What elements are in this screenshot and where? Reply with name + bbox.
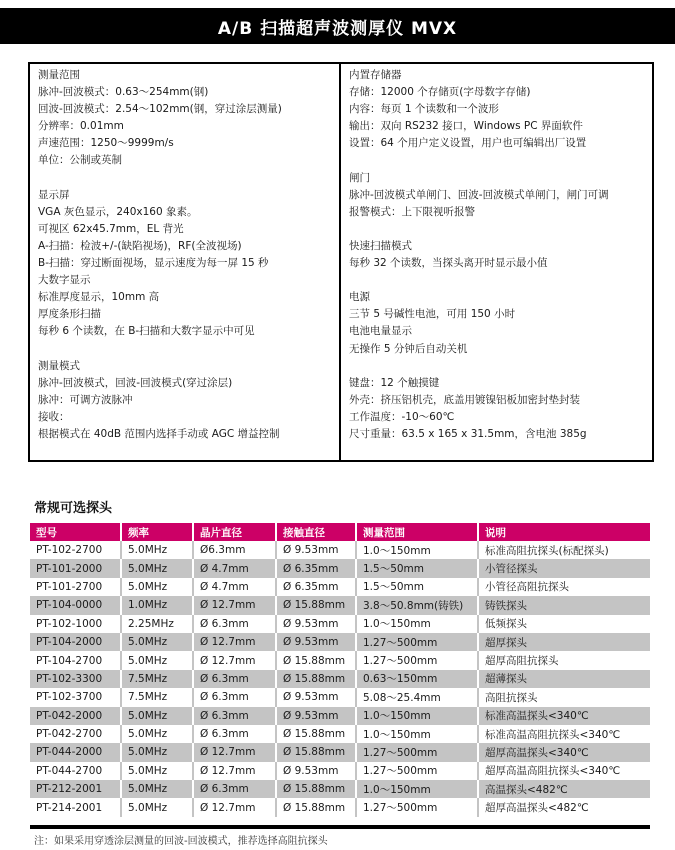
spec-line: 键盘：12 个触摸键 (349, 376, 440, 389)
spec-line: 存储：12000 个存储页(字母数字存储) (349, 86, 531, 99)
cell-crystal-diameter: Ø 12.7mm (193, 651, 276, 669)
probes-table (30, 523, 650, 817)
spec-line: 测量模式 (38, 359, 80, 372)
cell-description: 高阻抗探头 (478, 688, 650, 706)
cell-frequency: 5.0MHz (121, 725, 193, 743)
cell-contact-diameter: Ø 15.88mm (276, 725, 356, 743)
cell-crystal-diameter: Ø 12.7mm (193, 762, 276, 780)
cell-model: PT-102-3300 (30, 670, 121, 688)
spec-line: 电池电量显示 (349, 325, 412, 338)
cell-contact-diameter: Ø 9.53mm (276, 541, 356, 559)
probes-section-title: 常规可选探头 (34, 501, 113, 516)
cell-description: 超薄探头 (478, 670, 650, 688)
column-header-frequency: 频率 (121, 523, 193, 541)
spec-line: 接收： (38, 410, 70, 423)
cell-crystal-diameter: Ø 6.3mm (193, 670, 276, 688)
spec-line: 显示屏 (38, 188, 70, 201)
cell-model: PT-102-2700 (30, 541, 121, 559)
cell-range: 1.5～50mm (356, 578, 478, 596)
page-title: A/B 扫描超声波测厚仪 MVX (217, 18, 458, 39)
cell-frequency: 1.0MHz (121, 596, 193, 614)
spec-spacer (349, 221, 652, 238)
cell-model: PT-104-2000 (30, 633, 121, 651)
spec-line: 脉冲-回波模式单闸门、回波-回波模式单闸门，闸门可调 (349, 188, 609, 201)
cell-frequency: 5.0MHz (121, 707, 193, 725)
cell-description: 超厚高温探头<482℃ (478, 798, 650, 816)
table-row (30, 798, 650, 816)
cell-model: PT-104-2700 (30, 651, 121, 669)
spec-line: 报警模式：上下限视听报警 (349, 205, 475, 218)
cell-frequency: 5.0MHz (121, 651, 193, 669)
column-header-crystal-diameter: 晶片直径 (193, 523, 276, 541)
cell-crystal-diameter: Ø 6.3mm (193, 688, 276, 706)
cell-description: 超厚高温高阻抗探头<340℃ (478, 762, 650, 780)
cell-model: PT-042-2700 (30, 725, 121, 743)
cell-description: 小管径高阻抗探头 (478, 578, 650, 596)
table-row (30, 615, 650, 633)
spec-line: 脉冲-回波模式，回波-回波模式(穿过涂层) (38, 376, 233, 389)
cell-contact-diameter: Ø 15.88mm (276, 596, 356, 614)
spec-line: 脉冲：可调方波脉冲 (38, 393, 133, 406)
table-bottom-rule (30, 825, 650, 829)
cell-crystal-diameter: Ø 12.7mm (193, 633, 276, 651)
cell-contact-diameter: Ø 6.35mm (276, 578, 356, 596)
cell-contact-diameter: Ø 9.53mm (276, 707, 356, 725)
cell-crystal-diameter: Ø 6.3mm (193, 780, 276, 798)
spec-line: 测量范围 (38, 69, 80, 81)
table-row (30, 707, 650, 725)
spec-spacer (349, 272, 652, 289)
cell-frequency: 5.0MHz (121, 541, 193, 559)
cell-contact-diameter: Ø 15.88mm (276, 651, 356, 669)
table-row (30, 651, 650, 669)
table-row (30, 762, 650, 780)
column-header-contact-diameter: 接触直径 (276, 523, 356, 541)
cell-range: 1.27～500mm (356, 798, 478, 816)
spec-line: 电源 (349, 291, 370, 304)
spec-spacer (349, 358, 652, 375)
specs-right-column (341, 64, 652, 460)
cell-frequency: 7.5MHz (121, 688, 193, 706)
cell-description: 小管径探头 (478, 559, 650, 577)
cell-contact-diameter: Ø 9.53mm (276, 762, 356, 780)
table-row (30, 725, 650, 743)
spec-line: VGA 灰色显示，240x160 象素。 (38, 205, 198, 218)
cell-model: PT-101-2000 (30, 559, 121, 577)
cell-frequency: 5.0MHz (121, 798, 193, 816)
cell-contact-diameter: Ø 9.53mm (276, 688, 356, 706)
cell-crystal-diameter: Ø 4.7mm (193, 578, 276, 596)
column-header-range: 测量范围 (356, 523, 478, 541)
cell-range: 1.27～500mm (356, 743, 478, 761)
cell-contact-diameter: Ø 15.88mm (276, 798, 356, 816)
table-row (30, 559, 650, 577)
cell-description: 超厚高温探头<340℃ (478, 743, 650, 761)
table-row (30, 541, 650, 559)
table-row (30, 596, 650, 614)
spec-line: 工作温度：-10～60℃ (349, 410, 455, 423)
spec-line: 回波-回波模式：2.54～102mm(钢，穿过涂层测量) (38, 103, 282, 116)
cell-frequency: 7.5MHz (121, 670, 193, 688)
spec-line: B-扫描：穿过断面视场，显示速度为每一屏 15 秒 (38, 257, 269, 270)
cell-description: 标准高阻抗探头(标配探头) (478, 541, 650, 559)
cell-model: PT-042-2000 (30, 707, 121, 725)
spec-line: A-扫描：检波+/-(缺陷视场)，RF(全波视场) (38, 239, 242, 252)
spec-spacer (38, 170, 339, 187)
spec-line: 内容：每页 1 个读数和一个波形 (349, 103, 499, 116)
cell-frequency: 5.0MHz (121, 578, 193, 596)
cell-model: PT-212-2001 (30, 780, 121, 798)
cell-frequency: 5.0MHz (121, 633, 193, 651)
column-header-description: 说明 (478, 523, 650, 541)
cell-crystal-diameter: Ø 6.3mm (193, 615, 276, 633)
cell-crystal-diameter: Ø 6.3mm (193, 725, 276, 743)
spec-line: 单位：公制或英制 (38, 154, 122, 167)
cell-frequency: 5.0MHz (121, 743, 193, 761)
cell-crystal-diameter: Ø 4.7mm (193, 559, 276, 577)
spec-line: 闸门 (349, 171, 370, 184)
cell-range: 1.27～500mm (356, 762, 478, 780)
cell-range: 1.0～150mm (356, 707, 478, 725)
page-title-bar (0, 8, 675, 44)
spec-line: 标准厚度显示，10mm 高 (38, 291, 160, 304)
spec-line: 分辨率：0.01mm (38, 120, 124, 133)
cell-crystal-diameter: Ø 12.7mm (193, 798, 276, 816)
cell-contact-diameter: Ø 15.88mm (276, 670, 356, 688)
spec-line: 根据模式在 40dB 范围内选择手动或 AGC 增益控制 (38, 427, 280, 440)
cell-description: 铸铁探头 (478, 596, 650, 614)
cell-frequency: 5.0MHz (121, 559, 193, 577)
cell-contact-diameter: Ø 15.88mm (276, 743, 356, 761)
column-header-model: 型号 (30, 523, 121, 541)
spec-line: 每秒 32 个读数，当探头离开时显示最小值 (349, 257, 548, 270)
table-row (30, 670, 650, 688)
cell-range: 3.8～50.8mm(铸铁) (356, 596, 478, 614)
cell-contact-diameter: Ø 15.88mm (276, 780, 356, 798)
cell-description: 超厚高阻抗探头 (478, 651, 650, 669)
cell-description: 标准高温高阻抗探头<340℃ (478, 725, 650, 743)
footnote: 注：如果采用穿透涂层测量的回波-回波模式，推荐选择高阻抗探头 (34, 836, 328, 847)
cell-range: 5.08～25.4mm (356, 688, 478, 706)
table-row (30, 743, 650, 761)
cell-range: 0.63～150mm (356, 670, 478, 688)
spec-line: 可视区 62x45.7mm，EL 背光 (38, 222, 184, 235)
spec-line: 声速范围：1250～9999m/s (38, 137, 174, 150)
spec-line: 快速扫描模式 (349, 239, 412, 252)
cell-description: 高温探头<482℃ (478, 780, 650, 798)
spec-line: 设置：64 个用户定义设置，用户也可编辑出厂设置 (349, 137, 587, 150)
specs-left-column (30, 64, 341, 460)
spec-line: 尺寸重量：63.5 x 165 x 31.5mm，含电池 385g (349, 427, 587, 440)
spec-line: 外壳：挤压铝机壳，底盖用镀镍铝板加密封垫封装 (349, 393, 580, 406)
cell-range: 1.0～150mm (356, 615, 478, 633)
cell-crystal-diameter: Ø 12.7mm (193, 743, 276, 761)
cell-model: PT-044-2000 (30, 743, 121, 761)
cell-model: PT-104-0000 (30, 596, 121, 614)
cell-crystal-diameter: Ø6.3mm (193, 541, 276, 559)
cell-contact-diameter: Ø 9.53mm (276, 633, 356, 651)
cell-range: 1.0～150mm (356, 541, 478, 559)
cell-model: PT-102-1000 (30, 615, 121, 633)
cell-model: PT-044-2700 (30, 762, 121, 780)
cell-description: 标准高温探头<340℃ (478, 707, 650, 725)
table-header-row (30, 523, 650, 541)
table-row (30, 578, 650, 596)
spec-line: 三节 5 号碱性电池，可用 150 小时 (349, 308, 516, 321)
cell-contact-diameter: Ø 9.53mm (276, 615, 356, 633)
spec-line: 输出：双向 RS232 接口，Windows PC 界面软件 (349, 120, 583, 133)
spec-line: 脉冲-回波模式：0.63～254mm(钢) (38, 86, 209, 99)
cell-description: 超厚探头 (478, 633, 650, 651)
table-row (30, 780, 650, 798)
spec-spacer (349, 152, 652, 169)
cell-range: 1.0～150mm (356, 725, 478, 743)
table-row (30, 688, 650, 706)
cell-range: 1.0～150mm (356, 780, 478, 798)
cell-range: 1.5～50mm (356, 559, 478, 577)
cell-model: PT-102-3700 (30, 688, 121, 706)
spec-line: 厚度条形扫描 (38, 308, 101, 321)
spec-line: 大数字显示 (38, 274, 91, 287)
cell-model: PT-101-2700 (30, 578, 121, 596)
cell-model: PT-214-2001 (30, 798, 121, 816)
cell-frequency: 5.0MHz (121, 762, 193, 780)
cell-frequency: 5.0MHz (121, 780, 193, 798)
cell-range: 1.27～500mm (356, 651, 478, 669)
spec-line: 无操作 5 分钟后自动关机 (349, 342, 468, 355)
table-row (30, 633, 650, 651)
cell-contact-diameter: Ø 6.35mm (276, 559, 356, 577)
cell-range: 1.27～500mm (356, 633, 478, 651)
cell-description: 低频探头 (478, 615, 650, 633)
cell-frequency: 2.25MHz (121, 615, 193, 633)
cell-crystal-diameter: Ø 6.3mm (193, 707, 276, 725)
cell-crystal-diameter: Ø 12.7mm (193, 596, 276, 614)
specifications-box (28, 62, 654, 462)
spec-line: 每秒 6 个读数，在 B-扫描和大数字显示中可见 (38, 325, 255, 338)
spec-line: 内置存储器 (349, 69, 402, 81)
spec-spacer (38, 341, 339, 358)
